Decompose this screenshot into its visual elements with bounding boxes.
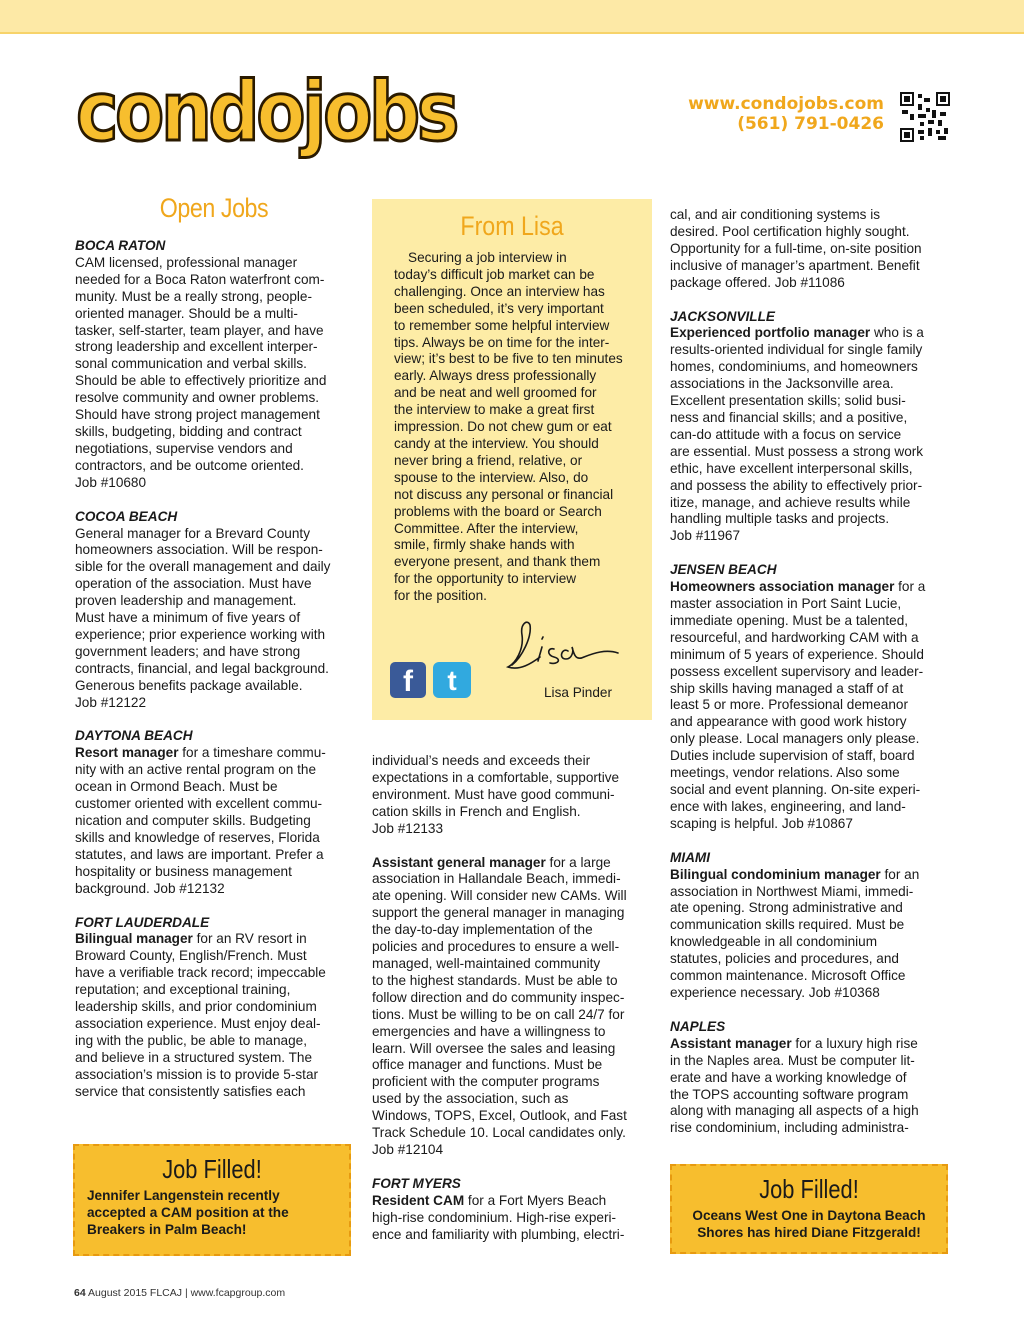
job-line: needed for a Boca Raton waterfront com- xyxy=(75,271,325,287)
job-line: ence with lakes, engineering, and land- xyxy=(670,798,906,814)
job-line: ence and familiarity with plumbing, electri- xyxy=(372,1226,625,1242)
lisa-line: been scheduled, it’s very important xyxy=(394,300,604,316)
job-line: erate and have a working knowledge of xyxy=(670,1069,907,1085)
lisa-line: never bring a friend, relative, or xyxy=(394,452,583,468)
location-heading: FORT LAUDERDALE xyxy=(75,914,210,930)
job-line: resolve community and owner problems. xyxy=(75,390,320,406)
column-middle xyxy=(372,753,652,1243)
job-line: itize, manage, and achieve results while xyxy=(670,494,911,510)
job-line: ing with the public, be able to manage, xyxy=(75,1032,308,1048)
job-line: social and event planning. On-site experi- xyxy=(670,782,921,797)
qr-code-icon[interactable] xyxy=(900,92,950,142)
job-line: strong leadership and excellent interper- xyxy=(75,339,318,355)
issue-label: August 2015 FLCAJ xyxy=(88,1287,183,1299)
job-line: association in Hallandale Beach, immedi- xyxy=(372,871,621,887)
job-line: munity. Must be a really strong, people- xyxy=(75,288,312,304)
job-line: Should have strong project management xyxy=(75,407,320,423)
lisa-line: to remember some helpful interview xyxy=(394,317,610,333)
lisa-line: Securing a job interview in xyxy=(408,250,567,265)
location-heading: DAYTONA BEACH xyxy=(75,728,193,744)
job-line: oriented manager. Should be a multi- xyxy=(75,305,298,321)
twitter-icon[interactable]: t xyxy=(433,662,471,698)
job-filled-heading: Job Filled! xyxy=(759,1174,859,1204)
job-title: Assistant general manager xyxy=(372,854,546,870)
job-line: tasker, self-starter, team player, and have xyxy=(75,322,324,338)
job-filled-text: Jennifer Langenstein recently accepted a CAM position at the Breakers in Palm Beach! xyxy=(87,1188,289,1237)
job-line: follow direction and do community inspec- xyxy=(372,989,625,1005)
job-line: association experience. Must enjoy deal- xyxy=(75,1015,321,1031)
job-line: ocean in Ormond Beach. Must be xyxy=(75,779,278,795)
lisa-line: Committee. After the interview, xyxy=(394,520,579,536)
job-line: sible for the overall management and daily xyxy=(75,559,331,575)
location-heading: JENSEN BEACH xyxy=(670,562,777,578)
job-line: ethic, have excellent interpersonal skills, xyxy=(670,460,913,476)
lisa-line: candy at the interview. You should xyxy=(394,435,599,451)
lisa-line: today’s difficult job market can be xyxy=(394,266,595,282)
job-line: office manager and functions. Must be xyxy=(372,1057,603,1073)
job-line: nity with an active rental program on the xyxy=(75,762,317,778)
job-line: ate opening. Strong administrative and xyxy=(670,900,903,916)
job-line: association in Northwest Miami, immedi- xyxy=(670,883,914,899)
job-line: emergencies and have a willingness to xyxy=(372,1023,606,1039)
job-line: to the highest standards. Must be able to xyxy=(372,972,618,988)
job-line: CAM licensed, professional manager xyxy=(75,254,298,270)
job-line: managed, well-maintained community xyxy=(372,955,601,971)
job-line: handling multiple tasks and projects. xyxy=(670,511,890,527)
website-link[interactable]: www.condojobs.com xyxy=(688,94,884,114)
job-number: Job #12104 xyxy=(372,1141,444,1157)
job-line: negotiations, supervise vendors and xyxy=(75,440,293,456)
job-line: Windows, TOPS, Excel, Outlook, and Fast xyxy=(372,1108,627,1124)
column-right xyxy=(670,207,950,1137)
job-filled-box xyxy=(670,1164,948,1254)
job-line: contractors, and be outcome oriented. xyxy=(75,457,304,473)
job-line: individual’s needs and exceeds their xyxy=(372,753,591,768)
job-line: learn. Will oversee the sales and leasing xyxy=(372,1040,616,1056)
job-line: Opportunity for a full-time, on-site position xyxy=(670,240,922,256)
from-lisa-text xyxy=(394,250,644,605)
signature-name: Lisa Pinder xyxy=(544,685,613,700)
job-title: Experienced portfolio manager xyxy=(670,325,871,341)
job-title: Assistant manager xyxy=(670,1035,792,1051)
lisa-line: for the opportunity to interview xyxy=(394,571,577,587)
job-line: can-do attitude with a focus on service xyxy=(670,426,902,442)
job-line: desired. Pool certification highly sought. xyxy=(670,223,910,239)
lisa-line: not discuss any personal or financial xyxy=(394,486,614,502)
job-line: least 5 or more. Professional demeanor xyxy=(670,697,909,713)
job-line: Excellent presentation skills; solid busi- xyxy=(670,393,906,409)
job-line: hospitality or business management xyxy=(75,863,292,879)
job-line: experience necessary. Job #10368 xyxy=(670,984,880,1000)
job-line: leadership skills, and prior condominium xyxy=(75,999,317,1015)
job-line: used by the association, such as xyxy=(372,1091,569,1107)
job-line: Must have a minimum of five years of xyxy=(75,610,301,626)
job-line: Generous benefits package available. xyxy=(75,677,303,693)
job-line: high-rise condominium. High-rise experi- xyxy=(372,1209,617,1225)
job-line: association’s mission is to provide 5-star xyxy=(75,1066,319,1082)
lisa-line: the interview to make a great first xyxy=(394,402,595,418)
job-line: cal, and air conditioning systems is xyxy=(670,207,881,222)
job-line: Homeowners association manager for a xyxy=(670,579,926,595)
job-line: are essential. Must possess a strong work xyxy=(670,443,924,459)
job-line: have a verifiable track record; impeccable xyxy=(75,965,326,981)
job-line: Bilingual condominium manager for an xyxy=(670,866,920,882)
job-line: Assistant general manager for a large xyxy=(372,854,611,870)
job-line: ate opening. Will consider new CAMs. Will xyxy=(372,888,627,904)
job-title: Resident CAM xyxy=(372,1192,465,1208)
job-line: in the Naples area. Must be computer lit- xyxy=(670,1052,915,1068)
footer-website[interactable]: www.fcapgroup.com xyxy=(190,1287,286,1299)
location-heading: MIAMI xyxy=(670,849,711,865)
contact-info xyxy=(688,94,884,134)
job-line: operation of the association. Must have xyxy=(75,576,312,592)
location-heading: NAPLES xyxy=(670,1018,726,1034)
job-line: experience; prior experience working with xyxy=(75,626,326,642)
job-line: the day-to-day implementation of the xyxy=(372,922,593,938)
lisa-line: challenging. Once an interview has xyxy=(394,283,605,299)
job-line: and possess the ability to effectively prior- xyxy=(670,477,923,493)
lisa-line: impression. Do not chew gum or eat xyxy=(394,419,612,435)
job-line: skills and knowledge of reserves, Florida xyxy=(75,829,320,845)
job-line: knowledgeable in all condominium xyxy=(670,934,878,950)
from-lisa-heading: From Lisa xyxy=(460,211,564,241)
job-line: minimum of 5 years of experience. Should xyxy=(670,646,924,662)
lisa-line: and be neat and well groomed for xyxy=(394,385,597,401)
job-line: policies and procedures to ensure a well- xyxy=(372,939,620,955)
job-line: government leaders; and have strong xyxy=(75,643,301,659)
job-line: Resort manager for a timeshare commu- xyxy=(75,745,326,761)
location-heading: COCOA BEACH xyxy=(75,508,178,524)
lisa-line: smile, firmly shake hands with xyxy=(394,537,575,553)
location-heading: FORT MYERS xyxy=(372,1175,461,1191)
job-line: General manager for a Brevard County xyxy=(75,525,310,541)
job-line: Broward County, English/French. Must xyxy=(75,948,307,964)
job-line: expectations in a comfortable, supportive xyxy=(372,769,620,785)
job-line: and believe in a structured system. The xyxy=(75,1049,313,1065)
job-line: contracts, financial, and legal background. xyxy=(75,660,329,676)
lisa-line: early. Always dress professionally xyxy=(394,368,597,384)
job-line: ness and financial skills; and a positive, xyxy=(670,409,908,425)
job-line: support the general manager in managing xyxy=(372,905,625,921)
job-line: common maintenance. Microsoft Office xyxy=(670,968,906,984)
job-line: the TOPS accounting software program xyxy=(670,1086,909,1102)
job-title: Bilingual condominium manager xyxy=(670,866,881,882)
job-line: Resident CAM for a Fort Myers Beach xyxy=(372,1192,607,1208)
job-line: reputation; and exceptional training, xyxy=(75,982,291,998)
job-line: skills, budgeting, bidding and contract xyxy=(75,423,302,439)
job-line: resourceful, and hardworking CAM with a xyxy=(670,629,919,645)
job-filled-text: Oceans West One in Daytona Beach Shores has hired Diane Fitzgerald! xyxy=(692,1208,926,1240)
job-line: sonal communication and verbal skills. xyxy=(75,356,307,372)
logo-text: condojobs xyxy=(76,65,457,160)
job-line: statutes, policies and procedures, and xyxy=(670,951,899,967)
job-filled-box xyxy=(73,1144,351,1256)
condojobs-logo xyxy=(72,62,462,170)
job-line: statutes, and laws are important. Prefer a xyxy=(75,846,324,862)
job-line: Should be able to effectively prioritize and xyxy=(75,373,327,389)
lisa-signature xyxy=(502,617,622,677)
job-number: Job #12133 xyxy=(372,820,444,836)
job-line: environment. Must have good communi- xyxy=(372,786,615,802)
job-line: proven leadership and management. xyxy=(75,593,297,609)
job-line: proficient with the computer programs xyxy=(372,1074,600,1090)
job-line: cation skills in French and English. xyxy=(372,803,581,819)
job-number: Job #11967 xyxy=(670,528,741,544)
column-left xyxy=(75,238,353,1101)
job-line: Assistant manager for a luxury high rise xyxy=(670,1035,918,1051)
job-line: tions. Must be willing to be on call 24/7 for xyxy=(372,1006,625,1022)
job-line: possess excellent supervisory and leader- xyxy=(670,663,924,679)
lisa-line: for the position. xyxy=(394,588,487,604)
job-line: package offered. Job #11086 xyxy=(670,274,845,290)
job-title: Homeowners association manager xyxy=(670,579,895,595)
job-line: along with managing all aspects of a high xyxy=(670,1103,919,1119)
lisa-line: spouse to the interview. Also, do xyxy=(394,469,589,485)
job-line: customer oriented with excellent commu- xyxy=(75,796,323,812)
job-line: homeowners association. Will be respon- xyxy=(75,542,323,558)
phone-number: (561) 791-0426 xyxy=(737,114,884,134)
job-line: master association in Port Saint Lucie, xyxy=(670,596,902,612)
location-heading: BOCA RATON xyxy=(75,238,166,253)
job-line: and appearance with good work history xyxy=(670,714,907,730)
facebook-icon[interactable]: f xyxy=(390,662,426,698)
job-line: meetings, vendor relations. Also some xyxy=(670,765,900,781)
job-filled-heading: Job Filled! xyxy=(162,1154,262,1184)
job-line: homes, condominiums, and homeowners xyxy=(670,359,918,375)
job-line: only please. Local managers only please. xyxy=(670,731,920,747)
location-heading: JACKSONVILLE xyxy=(670,308,775,324)
job-line: ship skills having managed a staff of at xyxy=(670,680,904,696)
job-line: Track Schedule 10. Local candidates only. xyxy=(372,1125,626,1141)
job-line: Bilingual manager for an RV resort in xyxy=(75,931,307,947)
lisa-line: tips. Always be on time for the inter- xyxy=(394,334,610,350)
lisa-line: everyone present, and thank them xyxy=(394,554,601,570)
job-line: Experienced portfolio manager who is a xyxy=(670,325,924,341)
job-line: communication skills required. Must be xyxy=(670,917,905,933)
job-line: background. Job #12132 xyxy=(75,880,225,896)
job-line: associations in the Jacksonville area. xyxy=(670,376,894,392)
job-number: Job #12122 xyxy=(75,694,147,710)
job-line: nication and computer skills. Budgeting xyxy=(75,813,311,828)
job-title: Resort manager xyxy=(75,745,179,761)
job-line: results-oriented individual for single family xyxy=(670,342,923,358)
job-number: Job #10680 xyxy=(75,474,147,490)
from-lisa-box xyxy=(372,199,652,720)
lisa-line: view; it’s best to be five to ten minutes xyxy=(394,351,623,367)
page-number: 64 xyxy=(74,1287,86,1299)
page-footer: 64 August 2015 FLCAJ | www.fcapgroup.com xyxy=(74,1287,286,1299)
job-line: rise condominium, including administra- xyxy=(670,1120,909,1136)
lisa-line: problems with the board or Search xyxy=(394,503,602,519)
job-line: Duties include supervision of staff, board xyxy=(670,748,915,764)
job-title: Bilingual manager xyxy=(75,931,193,947)
job-line: service that consistently satisfies each xyxy=(75,1083,306,1099)
job-line: scaping is helpful. Job #10867 xyxy=(670,815,853,831)
job-line: inclusive of manager’s apartment. Benefit xyxy=(670,257,920,273)
top-color-band xyxy=(0,0,1024,34)
open-jobs-heading: Open Jobs xyxy=(159,193,269,223)
job-line: immediate opening. Must be a talented, xyxy=(670,612,909,628)
